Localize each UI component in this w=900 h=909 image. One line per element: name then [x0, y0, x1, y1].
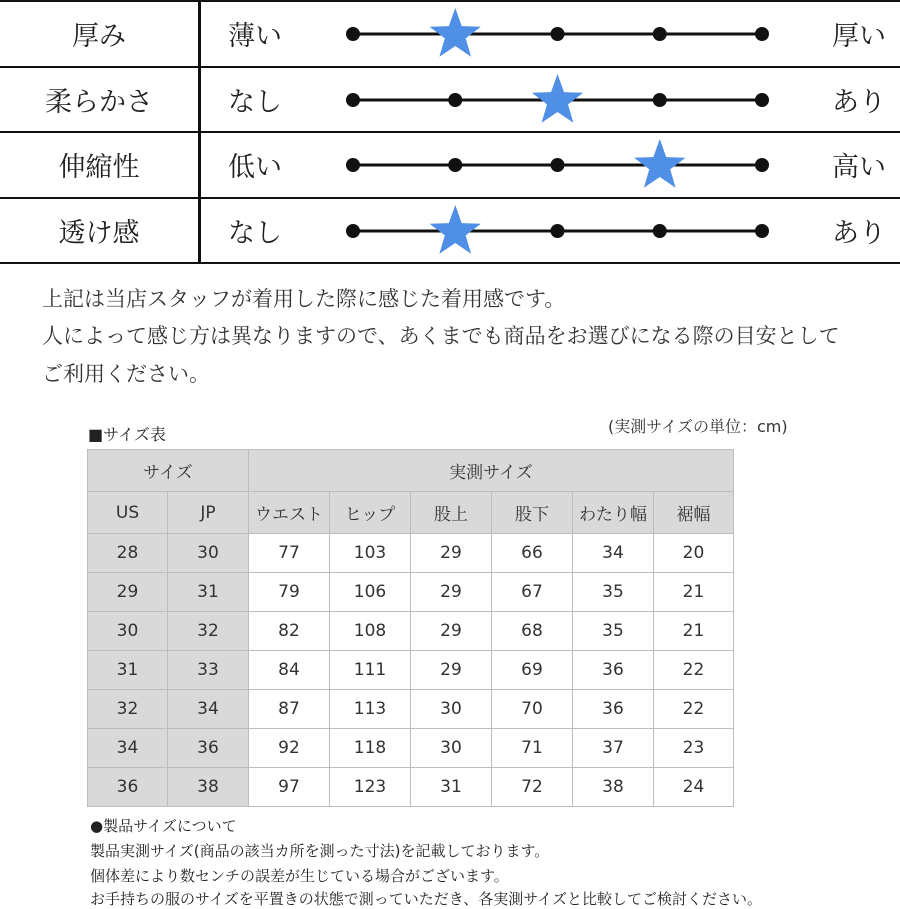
fit-low-label: 低い: [228, 152, 282, 183]
scale-dot: [346, 93, 360, 107]
fit-label: 伸縮性: [58, 152, 140, 183]
table-cell: 67: [492, 573, 573, 612]
table-cell: 30: [168, 534, 249, 573]
table-cell: 34: [573, 534, 654, 573]
table-cell: 103: [330, 534, 411, 573]
fit-high-label: あり: [832, 218, 886, 249]
table-cell: 123: [330, 768, 411, 807]
table-cell: 31: [411, 768, 492, 807]
table-row: [88, 768, 734, 807]
fit-high-label: 高い: [832, 152, 886, 183]
note-line: ご利用ください。: [42, 362, 210, 386]
table-cell: 68: [492, 612, 573, 651]
scale-dot: [551, 158, 565, 172]
size-table: [87, 449, 734, 807]
table-cell: 21: [654, 573, 734, 612]
scale-dot: [551, 224, 565, 238]
table-cell: 29: [411, 612, 492, 651]
scale-dot: [653, 27, 667, 41]
fit-rating-table: [0, 0, 900, 264]
scale-dot: [755, 27, 769, 41]
table-cell: 36: [168, 729, 249, 768]
table-cell: 38: [168, 768, 249, 807]
column-header: 裾幅: [654, 492, 734, 534]
rating-star-icon: [430, 205, 481, 254]
size-table-body: [88, 534, 734, 807]
size-table-title: ■サイズ表: [88, 425, 166, 444]
fit-scale-graphic: [340, 1, 780, 66]
scale-dot: [448, 93, 462, 107]
scale-dot: [346, 224, 360, 238]
fit-row-sheerness: [0, 198, 900, 263]
fit-row-softness: [0, 67, 900, 132]
table-cell: 36: [573, 651, 654, 690]
table-row: [88, 690, 734, 729]
scale-dot: [653, 224, 667, 238]
table-cell: 36: [88, 768, 168, 807]
table-cell: 30: [88, 612, 168, 651]
table-cell: 29: [411, 651, 492, 690]
fit-scale-graphic: [340, 132, 780, 197]
fit-low-label: 薄い: [228, 21, 282, 52]
table-cell: 22: [654, 651, 734, 690]
column-header: 股下: [492, 492, 573, 534]
fit-scale: [340, 132, 780, 197]
note-line: 人によって感じ方は異なりますので、あくまでも商品をお選びになる際の目安として: [42, 324, 840, 348]
table-cell: 97: [249, 768, 330, 807]
table-cell: 35: [573, 612, 654, 651]
table-cell: 111: [330, 651, 411, 690]
table-cell: 72: [492, 768, 573, 807]
fit-high-label: 厚い: [832, 21, 886, 52]
fit-row-thickness: [0, 1, 900, 66]
fit-scale: [340, 1, 780, 66]
table-cell: 20: [654, 534, 734, 573]
fit-high-label: あり: [832, 87, 886, 118]
table-row: [88, 612, 734, 651]
table-cell: 34: [168, 690, 249, 729]
table-cell: 34: [88, 729, 168, 768]
table-cell: 84: [249, 651, 330, 690]
fit-row-stretch: [0, 132, 900, 197]
measure-group-header: 実測サイズ: [249, 450, 734, 492]
table-cell: 29: [88, 573, 168, 612]
column-header: JP: [168, 492, 249, 534]
table-cell: 33: [168, 651, 249, 690]
footnote-line: 個体差により数センチの誤差が生じている場合がございます。: [90, 867, 509, 885]
table-cell: 29: [411, 573, 492, 612]
scale-dot: [755, 158, 769, 172]
column-header: ヒップ: [330, 492, 411, 534]
table-row: [88, 573, 734, 612]
rating-star-icon: [430, 8, 481, 57]
scale-dot: [551, 27, 565, 41]
table-cell: 28: [88, 534, 168, 573]
fit-scale: [340, 198, 780, 263]
table-cell: 21: [654, 612, 734, 651]
rating-star-icon: [532, 74, 583, 123]
unit-note: (実測サイズの単位：cm): [608, 417, 788, 436]
table-cell: 31: [168, 573, 249, 612]
table-row: [88, 534, 734, 573]
rating-star-icon: [634, 139, 685, 188]
table-cell: 71: [492, 729, 573, 768]
table-cell: 87: [249, 690, 330, 729]
note-line: 上記は当店スタッフが着用した際に感じた着用感です。: [42, 287, 566, 311]
scale-dot: [346, 27, 360, 41]
table-cell: 29: [411, 534, 492, 573]
table-cell: 30: [411, 690, 492, 729]
scale-dot: [755, 224, 769, 238]
table-cell: 106: [330, 573, 411, 612]
scale-dot: [755, 93, 769, 107]
table-cell: 31: [88, 651, 168, 690]
table-cell: 108: [330, 612, 411, 651]
column-header: わたり幅: [573, 492, 654, 534]
table-cell: 38: [573, 768, 654, 807]
table-cell: 32: [168, 612, 249, 651]
table-cell: 23: [654, 729, 734, 768]
table-cell: 37: [573, 729, 654, 768]
table-cell: 69: [492, 651, 573, 690]
table-cell: 113: [330, 690, 411, 729]
footnote-line: お手持ちの服のサイズを平置きの状態で測っていただき、各実測サイズと比較してご検討ください。: [90, 890, 763, 908]
fit-scale-graphic: [340, 198, 780, 263]
scale-dot: [653, 93, 667, 107]
fit-label: 厚み: [72, 21, 126, 52]
table-cell: 77: [249, 534, 330, 573]
table-cell: 32: [88, 690, 168, 729]
column-header: US: [88, 492, 168, 534]
table-cell: 118: [330, 729, 411, 768]
table-cell: 66: [492, 534, 573, 573]
table-row: [88, 651, 734, 690]
footnote-heading: ●製品サイズについて: [90, 817, 237, 835]
table-cell: 36: [573, 690, 654, 729]
table-cell: 24: [654, 768, 734, 807]
column-header: 股上: [411, 492, 492, 534]
table-row: [88, 729, 734, 768]
fit-low-label: なし: [228, 218, 282, 249]
fit-label: 柔らかさ: [45, 87, 153, 118]
column-header: ウエスト: [249, 492, 330, 534]
scale-dot: [346, 158, 360, 172]
table-cell: 30: [411, 729, 492, 768]
table-cell: 82: [249, 612, 330, 651]
fit-low-label: なし: [228, 87, 282, 118]
fit-scale: [340, 67, 780, 132]
fit-scale-graphic: [340, 67, 780, 132]
footnote-line: 製品実測サイズ(商品の該当カ所を測った寸法)を記載しております。: [90, 842, 550, 860]
table-cell: 70: [492, 690, 573, 729]
table-cell: 79: [249, 573, 330, 612]
scale-dot: [448, 158, 462, 172]
table-cell: 92: [249, 729, 330, 768]
table-cell: 22: [654, 690, 734, 729]
fit-label: 透け感: [58, 218, 140, 249]
table-cell: 35: [573, 573, 654, 612]
size-group-header: サイズ: [88, 450, 249, 492]
